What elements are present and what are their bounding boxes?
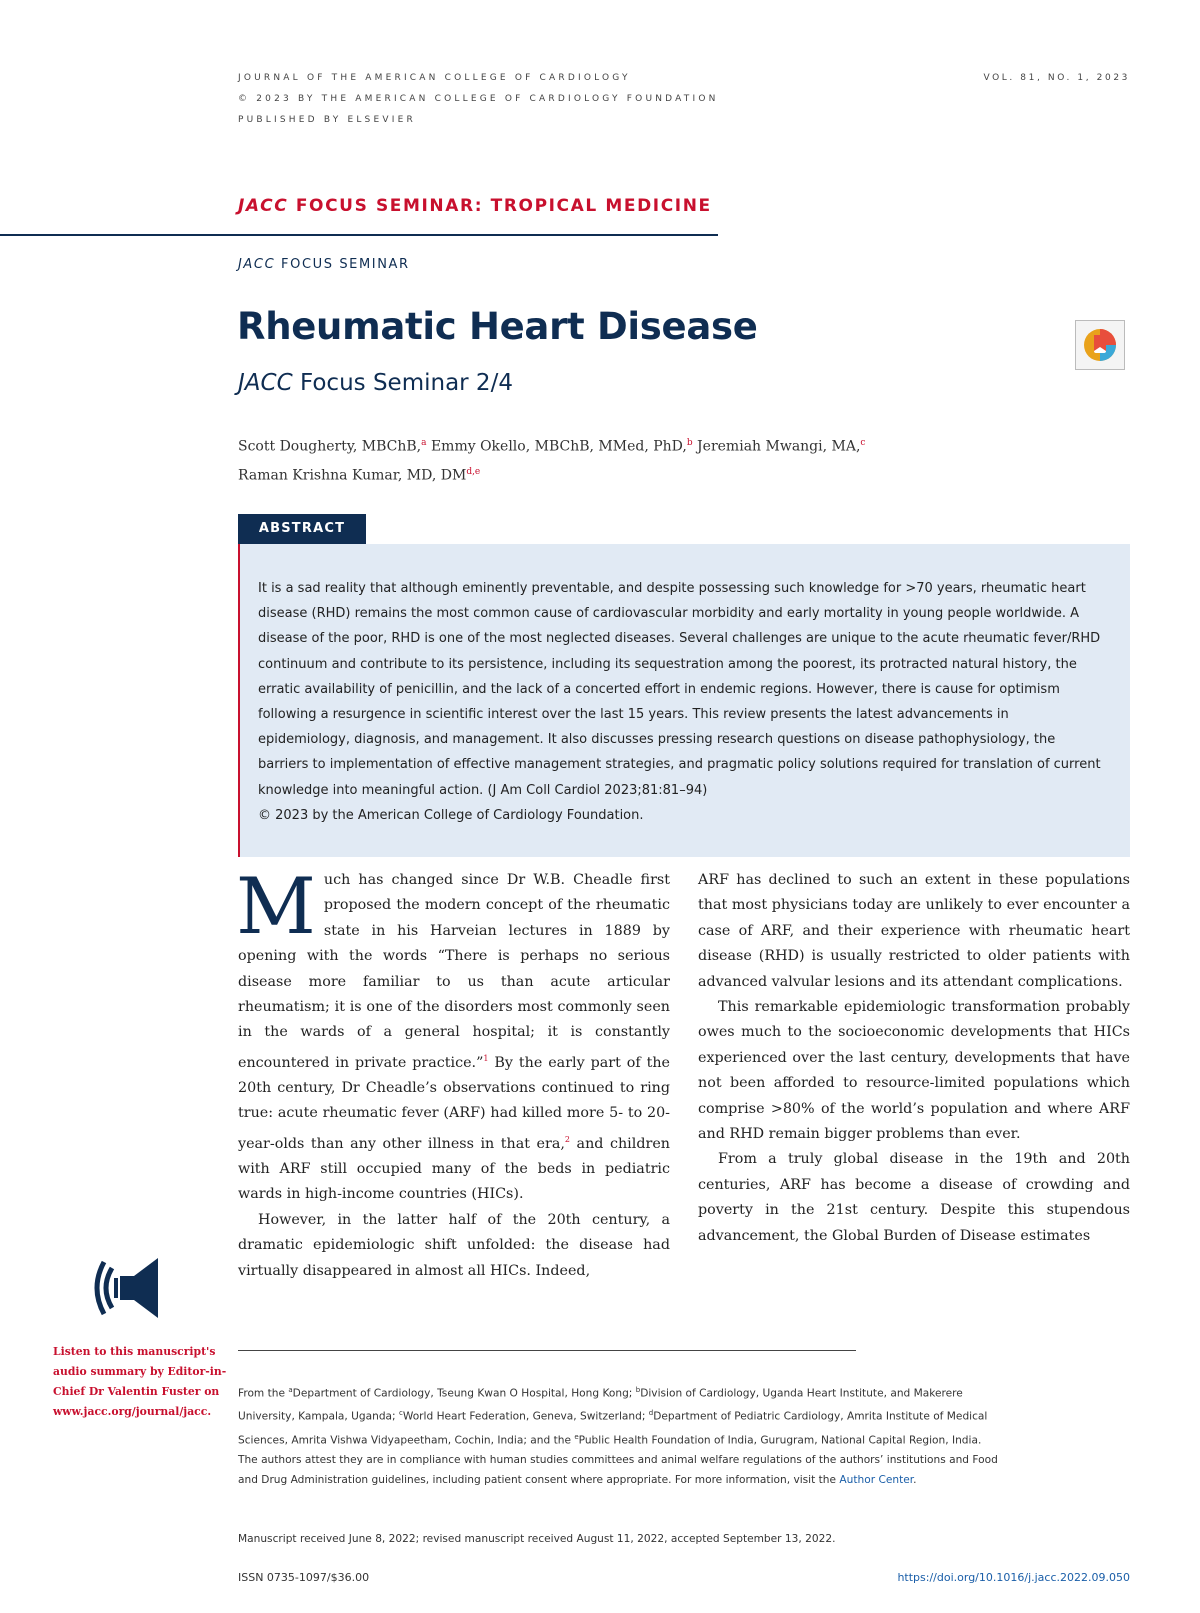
body-paragraph: [236, 862, 670, 1208]
author-list: [238, 431, 938, 488]
subsection-label: [238, 257, 410, 272]
audio-summary-text[interactable]: Listen to this manuscript's audio summary by Editor-in-Chief Dr Valentin Fuster on www.jacc.org/journal/jacc.: [53, 1345, 227, 1418]
journal-name: JOURNAL OF THE AMERICAN COLLEGE OF CARDIOLOGY: [238, 73, 631, 83]
affil-c: World Heart Federation, Geneva, Switzerland;: [402, 1410, 649, 1423]
crossmark-button[interactable]: [1075, 320, 1125, 370]
manuscript-dates: Manuscript received June 8, 2022; revised manuscript received August 11, 2022, accepted September 13, 2022.: [238, 1533, 836, 1545]
abstract-label: ABSTRACT: [238, 514, 366, 544]
affil-b-sup: b: [635, 1386, 641, 1394]
body-column-left: [236, 862, 670, 1284]
footnote-divider: [238, 1350, 856, 1351]
abstract-box: [238, 544, 1130, 857]
affil-d-sup: d: [648, 1409, 654, 1418]
copyright-line: © 2023 BY THE AMERICAN COLLEGE OF CARDIOLOGY FOUNDATION: [238, 94, 719, 104]
subtitle-text: Focus Seminar 2/4: [292, 370, 513, 396]
publisher-line: PUBLISHED BY ELSEVIER: [238, 115, 416, 125]
subsection-text: FOCUS SEMINAR: [275, 257, 410, 272]
reference-2[interactable]: 2: [564, 1134, 571, 1144]
affil-d: Department of Pediatric Cardiology, Amrita Institute of Medical Sciences, Amrita Vishwa Vidyapeetham, Cochin, India; and the: [238, 1410, 988, 1447]
footnotes: [238, 1381, 1008, 1491]
section-journal: JACC: [238, 196, 289, 216]
compliance-text: The authors attest they are in compliance with human studies committees and animal welfare regulations of the authors’ institutions and Food and Drug Administration guidelines, including patient consent where appropriate. For more information, visit the: [238, 1453, 998, 1486]
author-center-link[interactable]: Author Center: [839, 1473, 914, 1486]
paragraph-text: uch has changed since Dr W.B. Cheadle first proposed the modern concept of the rheumatic state in his Harveian lectures in 1889 by opening with the words “There is perhaps no serious disease more familiar to us than acute articular rheumatism; it is one of the disorders most commonly seen in the wards of a general hospital; it is constantly encountered in private practice.”: [238, 872, 670, 1071]
author-2: Emmy Okello, MBChB, MMed, PhD,: [426, 438, 687, 455]
compliance-end: .: [913, 1473, 917, 1486]
author-3: Jeremiah Mwangi, MA,: [692, 438, 861, 455]
author-4-affil: d,e: [466, 466, 481, 477]
body-paragraph: From a truly global disease in the 19th and 20th centuries, ARF has become a disease of crowding and poverty in the 21st century. Despite this stupendous advancement, the Global Burden of Disease estimates: [698, 1151, 1130, 1244]
section-divider: [0, 234, 718, 236]
volume-info: VOL. 81, NO. 1, 2023: [983, 73, 1130, 83]
article-subtitle: [238, 370, 513, 396]
body-paragraph: This remarkable epidemiologic transformation probably owes much to the socioeconomic developments that HICs experienced over the last century, developments that have not been afforded to resource-limited populations which comprise >80% of the world’s population and where ARF and RHD remain bigger problems than ever.: [698, 999, 1130, 1143]
reference-1[interactable]: 1: [483, 1053, 489, 1063]
affil-e-sup: e: [574, 1432, 579, 1441]
section-title: [238, 196, 712, 216]
subtitle-journal: JACC: [238, 370, 293, 396]
article-title: Rheumatic Heart Disease: [237, 305, 758, 348]
author-3-affil: c: [860, 438, 866, 448]
abstract-text: It is a sad reality that although eminently preventable, and despite possessing such knowledge for >70 years, rheumatic heart disease (RHD) remains the most common cause of cardiovascular morbidity and early mortality in young people worldwide. A disease of the poor, RHD is one of the most neglected diseases. Several challenges are unique to the acute rheumatic fever/RHD continuum and contribute to its persistence, including its sequestration among the poorest, its protracted natural history, the erratic availability of penicillin, and the lack of a concerted effort in endemic regions. However, there is cause for optimism following a resurgence in scientific interest over the last 15 years. This review presents the latest advancements in epidemiology, diagnosis, and management. It also discusses pressing research questions on disease pathophysiology, the barriers to implementation of effective management strategies, and pragmatic policy solutions required for translation of current knowledge into meaningful action. (J Am Coll Cardiol 2023;81:81–94): [258, 581, 1101, 798]
affiliations: [238, 1381, 1008, 1451]
abstract-copyright: © 2023 by the American College of Cardiology Foundation.: [258, 807, 644, 823]
subsection-journal: JACC: [238, 257, 276, 272]
paragraph-text: and children with ARF still occupied many of the beds in pediatric wards in high-income countries (HICs).: [238, 1135, 670, 1203]
compliance-statement: [238, 1451, 1008, 1491]
doi-link[interactable]: https://doi.org/10.1016/j.jacc.2022.09.050: [897, 1571, 1130, 1584]
crossmark-icon: [1076, 321, 1124, 369]
section-title-text: FOCUS SEMINAR: TROPICAL MEDICINE: [288, 196, 712, 216]
affil-b: Division of Cardiology, Uganda Heart Institute, and Makerere University, Kampala, Uganda;: [238, 1387, 963, 1423]
affil-e: Public Health Foundation of India, Gurugram, National Capital Region, India.: [578, 1434, 982, 1447]
speaker-icon: [90, 1252, 180, 1324]
author-2-affil: b: [686, 438, 693, 448]
body-paragraph: ARF has declined to such an extent in these populations that most physicians today are unlikely to ever encounter a case of ARF, and their experience with rheumatic heart disease (RHD) is usually restricted to older patients with advanced valvular lesions and its attendant complications.: [698, 872, 1130, 990]
body-paragraph: However, in the latter half of the 20th century, a dramatic epidemiologic shift unfolded: the disease had virtually disappeared in almost all HICs. Indeed,: [238, 1211, 670, 1279]
audio-summary-button[interactable]: [90, 1252, 180, 1324]
affil-a-sup: a: [288, 1386, 293, 1394]
drop-cap: M: [236, 862, 316, 952]
from-label: From the: [238, 1387, 289, 1400]
affil-a: Department of Cardiology, Tseung Kwan O Hospital, Hong Kong;: [292, 1387, 636, 1400]
body-column-right: [698, 868, 1130, 1249]
author-1: Scott Dougherty, MBChB,: [238, 438, 422, 455]
affil-c-sup: c: [398, 1409, 403, 1418]
issn: ISSN 0735-1097/$36.00: [238, 1571, 370, 1584]
paragraph-text: By the early part of the 20th century, Dr Cheadle’s observations continued to ring true: acute rheumatic fever (ARF) had killed more 5- to 20-year-olds than any other illness in that era,: [238, 1054, 670, 1152]
author-1-affil: a: [421, 438, 427, 448]
author-4: Raman Krishna Kumar, MD, DM: [238, 467, 467, 484]
